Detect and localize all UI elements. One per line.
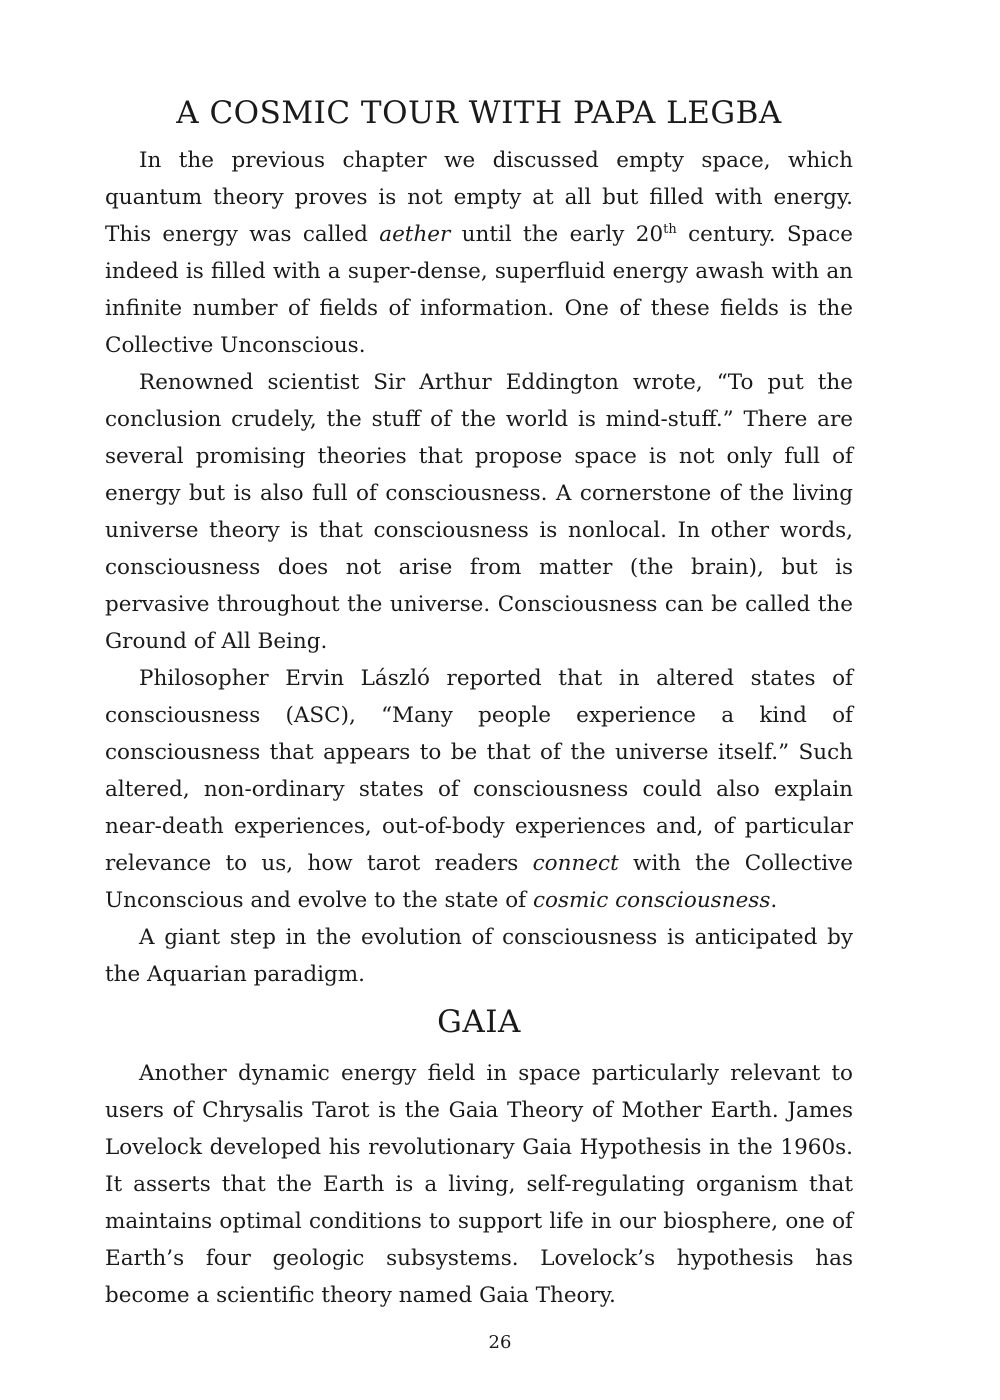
- italic-term: aether: [379, 222, 451, 247]
- page-number: 26: [488, 1332, 512, 1353]
- paragraph-gaia-theory: Another dynamic energy field in space particularly relevant to users of Chrysalis Tarot is the Gaia Theory of Mother Earth. James Lovelock developed his revolutionary Gaia Hypothesis in the 1960s. It asserts that the Earth is a living, self-regulating organism that maintains optimal conditions to support life in our biosphere, one of Earth’s four geologic subsystems. Lovelock’s hypothesis has become a scientific theory named Gaia Theory.: [105, 1061, 853, 1308]
- italic-term: connect: [532, 851, 619, 876]
- section-heading-cosmic-tour: A COSMIC TOUR WITH PAPA LEGBA: [176, 95, 782, 131]
- text-run: century. Space indeed is filled with a super-dense, superfluid energy awash with an infinite number of fields of information. One of these fields is the Collective Unconscious.: [105, 222, 853, 358]
- text-run: Philosopher Ervin László reported that in altered states of consciousness (ASC), “Many people experience a kind of consciousness that appears to be that of the universe itself.” Such altered, non-ordinary states of consciousness could also explain near-death experiences, out-of-body experiences and, of particular relevance to us, how tarot readers: [105, 666, 853, 876]
- paragraph-eddington: Renowned scientist Sir Arthur Eddington wrote, “To put the conclusion crudely, the stuff of the world is mind-stuff.” There are several promising theories that propose space is not only full of energy but is also full of consciousness. A cornerstone of the living universe theory is that consciousness is nonlocal. In other words, consciousness does not arise from matter (the brain), but is pervasive throughout the universe. Consciousness can be called the Ground of All Being.: [105, 370, 853, 654]
- paragraph-laszlo: [105, 660, 853, 919]
- superscript: th: [663, 222, 677, 237]
- text-run: In the previous chapter we discussed empty space, which quantum theory proves is not empty at all but filled with energy. This energy was called: [105, 148, 853, 247]
- page-body: [105, 92, 853, 1314]
- text-run: with the Collective Unconscious and evolve to the state of: [105, 851, 853, 913]
- text-run: until the early 20: [450, 222, 664, 247]
- section-heading-gaia: GAIA: [437, 1004, 521, 1040]
- paragraph-empty-space: [105, 142, 853, 364]
- text-run: .: [770, 888, 778, 913]
- paragraph-aquarian: A giant step in the evolution of consciousness is anticipated by the Aquarian paradigm.: [105, 925, 853, 987]
- italic-term: cosmic consciousness: [532, 888, 771, 913]
